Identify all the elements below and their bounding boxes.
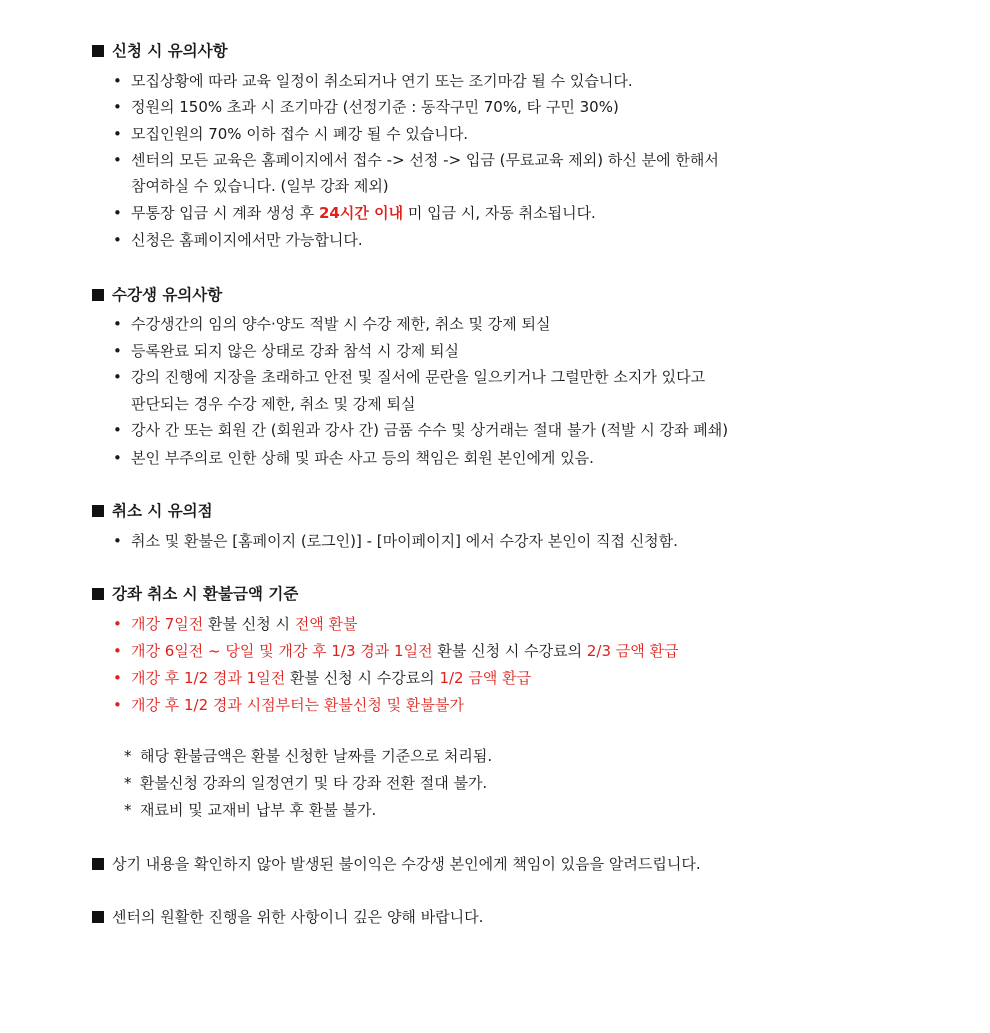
deadline-highlight: 24시간 이내: [319, 204, 404, 222]
square-bullet-icon: [92, 911, 104, 923]
bullet-icon: •: [113, 449, 122, 467]
square-bullet-icon: [92, 289, 104, 301]
bullet-icon: •: [113, 204, 122, 222]
list-item: • 본인 부주의로 인한 상해 및 파손 사고 등의 책임은 회원 본인에게 있음.: [113, 449, 594, 467]
square-bullet-icon: [92, 858, 104, 870]
refund-rule-3: • 개강 후 1/2 경과 1일전 환불 신청 시 수강료의 1/2 금액 환급: [113, 669, 532, 687]
footer-notice-responsibility: 상기 내용을 확인하지 않아 발생된 불이익은 수강생 본인에게 책임이 있음을 알려드립니다.: [92, 854, 701, 874]
list-item: • 정원의 150% 초과 시 조기마감 (선정기준 : 동작구민 70%, 타 구민 30%): [113, 98, 619, 116]
bullet-icon: •: [113, 125, 122, 143]
list-item: • 강사 간 또는 회원 간 (회원과 강사 간) 금품 수수 및 상거래는 절대 불가 (적발 시 강좌 폐쇄): [113, 421, 729, 439]
section-heading-cancel: 취소 시 유의점: [92, 501, 213, 521]
bullet-icon: •: [113, 231, 122, 249]
list-item: • 취소 및 환불은 [홈페이지 (로그인)] - [마이페이지] 에서 수강자 본인이 직접 신청함.: [113, 532, 678, 550]
refund-note: * 재료비 및 교재비 납부 후 환불 불가.: [124, 801, 377, 819]
list-item: • 모집인원의 70% 이하 접수 시 폐강 될 수 있습니다.: [113, 125, 469, 143]
bullet-icon: •: [113, 98, 122, 116]
square-bullet-icon: [92, 588, 104, 600]
refund-rule-1: • 개강 7일전 환불 신청 시 전액 환불: [113, 615, 358, 633]
list-item-deposit: • 무통장 입금 시 계좌 생성 후 24시간 이내 미 입금 시, 자동 취소됩니다.: [113, 204, 596, 222]
list-item: • 수강생간의 임의 양수·양도 적발 시 수강 제한, 취소 및 강제 퇴실: [113, 315, 551, 333]
bullet-icon: •: [113, 151, 122, 169]
asterisk-icon: *: [124, 801, 132, 819]
bullet-icon: •: [113, 532, 122, 550]
list-item: • 센터의 모든 교육은 홈페이지에서 접수 -> 선정 -> 입금 (무료교육 제외) 하신 분에 한해서: [113, 151, 719, 169]
bullet-icon: •: [113, 642, 122, 660]
list-item: • 모집상황에 따라 교육 일정이 취소되거나 연기 또는 조기마감 될 수 있습니다.: [113, 72, 633, 90]
list-item: • 등록완료 되지 않은 상태로 강좌 참석 시 강제 퇴실: [113, 342, 459, 360]
bullet-icon: •: [113, 669, 122, 687]
bullet-icon: •: [113, 696, 122, 714]
bullet-icon: •: [113, 315, 122, 333]
list-item-continuation: 판단되는 경우 수강 제한, 취소 및 강제 퇴실: [131, 395, 416, 413]
list-item: • 강의 진행에 지장을 초래하고 안전 및 질서에 문란을 일으키거나 그럴만한 소지가 있다고: [113, 368, 706, 386]
footer-notice-understanding: 센터의 원활한 진행을 위한 사항이니 깊은 양해 바랍니다.: [92, 907, 483, 927]
bullet-icon: •: [113, 342, 122, 360]
square-bullet-icon: [92, 505, 104, 517]
section-heading-refund: 강좌 취소 시 환불금액 기준: [92, 584, 298, 604]
bullet-icon: •: [113, 72, 122, 90]
list-item-continuation: 참여하실 수 있습니다. (일부 강좌 제외): [131, 177, 389, 195]
bullet-icon: •: [113, 421, 122, 439]
refund-rule-2: • 개강 6일전 ~ 당일 및 개강 후 1/3 경과 1일전 환불 신청 시 수강료의 2/3 금액 환급: [113, 642, 679, 660]
section-heading-apply: 신청 시 유의사항: [92, 41, 228, 61]
list-item: • 신청은 홈페이지에서만 가능합니다.: [113, 231, 363, 249]
asterisk-icon: *: [124, 774, 132, 792]
asterisk-icon: *: [124, 747, 132, 765]
bullet-icon: •: [113, 368, 122, 386]
section-heading-student: 수강생 유의사항: [92, 285, 222, 305]
square-bullet-icon: [92, 45, 104, 57]
bullet-icon: •: [113, 615, 122, 633]
refund-note: * 환불신청 강좌의 일정연기 및 타 강좌 전환 절대 불가.: [124, 774, 488, 792]
refund-note: * 해당 환불금액은 환불 신청한 날짜를 기준으로 처리됨.: [124, 747, 493, 765]
refund-rule-4: • 개강 후 1/2 경과 시점부터는 환불신청 및 환불불가: [113, 696, 464, 714]
